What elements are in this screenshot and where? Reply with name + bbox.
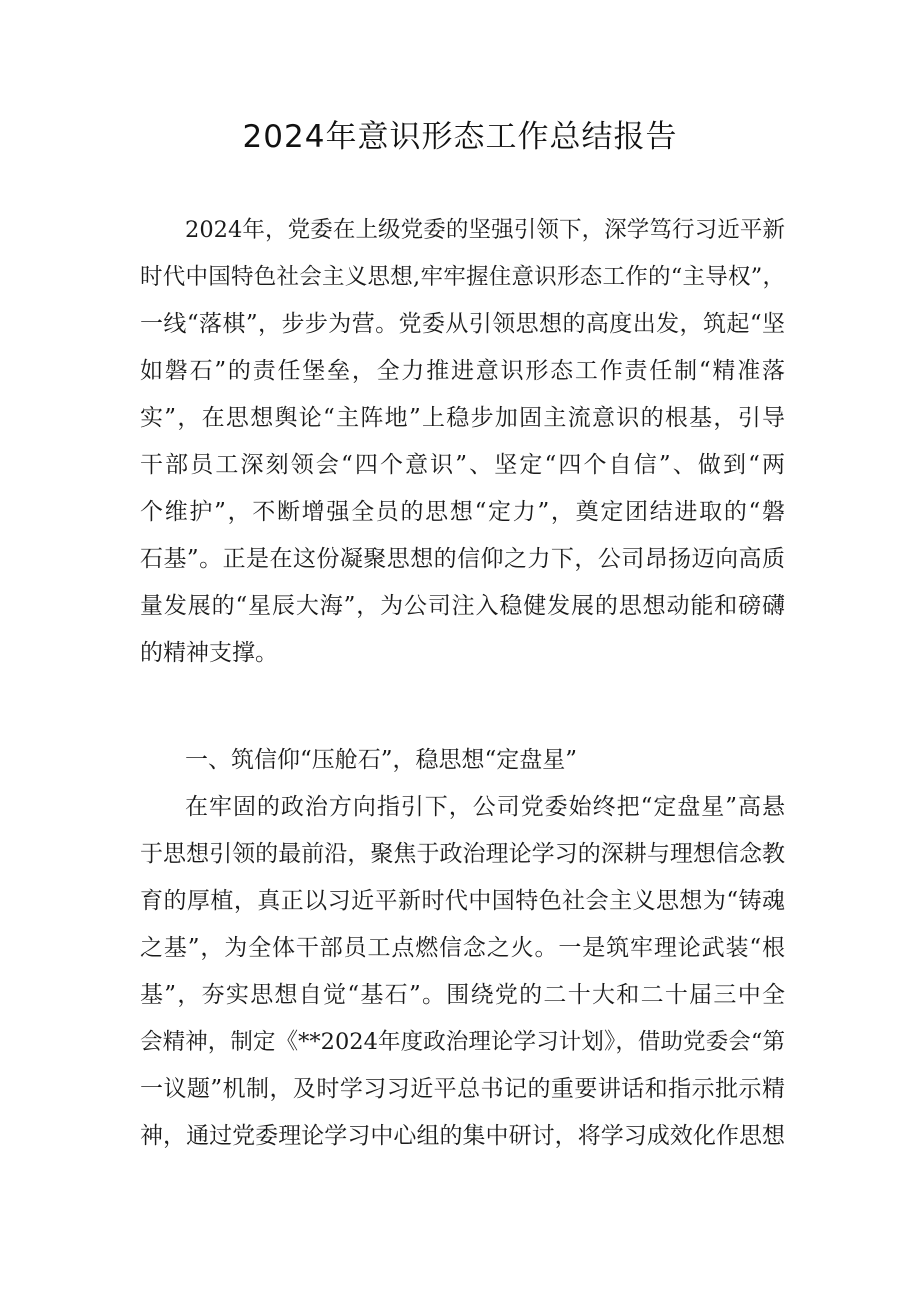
paragraph-line: 时代中国特色社会主义思想,牢牢握住意识形态工作的“主导权”， — [140, 264, 785, 290]
paragraph-line: 于思想引领的最前沿，聚焦于政治理论学习的深耕与理想信念教 — [140, 841, 785, 867]
paragraph-line: 基”，夯实思想自觉“基石”。围绕党的二十大和二十届三中全 — [140, 982, 785, 1008]
paragraph-line: 之基”，为全体干部员工点燃信念之火。一是筑牢理论武装“根 — [140, 935, 785, 961]
paragraph-line: 2024年，党委在上级党委的坚强引领下，深学笃行习近平新 — [185, 217, 785, 243]
paragraph-line: 育的厚植，真正以习近平新时代中国特色社会主义思想为“铸魂 — [140, 888, 785, 914]
paragraph-line: 个维护”，不断增强全员的思想“定力”，奠定团结进取的“磐 — [140, 499, 785, 525]
paragraph-line: 如磐石”的责任堡垒，全力推进意识形态工作责任制“精准落 — [140, 358, 785, 384]
paragraph-line: 实”，在思想舆论“主阵地”上稳步加固主流意识的根基，引导 — [140, 405, 785, 431]
document-title: 2024年意识形态工作总结报告 — [242, 119, 678, 155]
paragraph-line: 在牢固的政治方向指引下，公司党委始终把“定盘星”高悬 — [185, 794, 785, 820]
paragraph-line: 量发展的“星辰大海”，为公司注入稳健发展的思想动能和磅礴 — [140, 593, 785, 619]
paragraph-line: 一线“落棋”，步步为营。党委从引领思想的高度出发，筑起“坚 — [140, 311, 785, 337]
paragraph-line: 神，通过党委理论学习中心组的集中研讨，将学习成效化作思想 — [140, 1123, 785, 1149]
paragraph-line: 一议题”机制，及时学习习近平总书记的重要讲话和指示批示精 — [140, 1076, 785, 1102]
paragraph-line: 干部员工深刻领会“四个意识”、坚定“四个自信”、做到“两 — [140, 452, 785, 478]
paragraph-line: 的精神支撑。 — [140, 640, 278, 666]
paragraph-line: 石基”。正是在这份凝聚思想的信仰之力下，公司昂扬迈向高质 — [140, 546, 785, 572]
section-heading: 一、筑信仰“压舱石”，稳思想“定盘星” — [185, 747, 578, 773]
paragraph-line: 会精神，制定《**2024年度政治理论学习计划》，借助党委会“第 — [140, 1029, 785, 1055]
